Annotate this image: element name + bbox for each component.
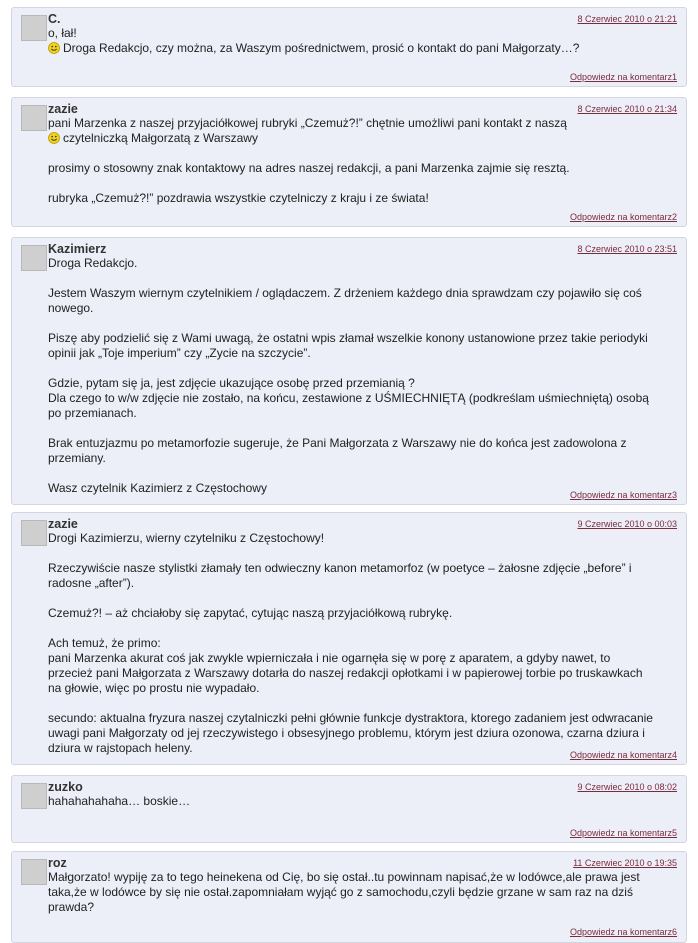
comment-body (48, 794, 658, 824)
comment-date-link[interactable]: 8 Czerwiec 2010 o 23:51 (577, 244, 677, 254)
comment-5 (11, 775, 687, 843)
reply-link[interactable]: Odpowiedz na komentarz4 (569, 750, 677, 760)
comment-body (48, 256, 658, 511)
comment-text: Brak entuzjazmu po metamorfozie sugeruje, że Pani Małgorzata z Warszawy nie do końca jest zadowolona z przemiany. (48, 436, 627, 465)
comment-author: zazie (48, 517, 78, 531)
comment-text: Ach temuż, że primo: (48, 636, 161, 650)
avatar (21, 520, 47, 546)
comment-text: o, łał! (48, 26, 77, 40)
comment-text: Gdzie, pytam się ja, jest zdjęcie ukazujące osobę przed przemianią ? (48, 376, 415, 390)
comment-6 (11, 851, 687, 943)
avatar (21, 105, 47, 131)
avatar (21, 783, 47, 809)
comment-text: hahahahahaha… boskie… (48, 794, 191, 808)
comment-body (48, 870, 658, 930)
comment-author: zuzko (48, 780, 83, 794)
reply-link[interactable]: Odpowiedz na komentarz6 (569, 927, 677, 937)
comment-date-link[interactable]: 9 Czerwiec 2010 o 08:02 (577, 782, 677, 792)
comment-text-line (48, 41, 658, 56)
comment-3 (11, 237, 687, 505)
smiley-icon (48, 132, 60, 144)
comment-date-link[interactable]: 11 Czerwiec 2010 o 19:35 (573, 858, 677, 868)
comment-4 (11, 512, 687, 765)
comment-text: Czemuż?! – aż chciałoby się zapytać, cytując naszą przyjaciółkową rubrykę. (48, 606, 453, 620)
comment-date-link[interactable]: 9 Czerwiec 2010 o 00:03 (577, 519, 677, 529)
smiley-icon (48, 42, 60, 54)
comment-author: roz (48, 856, 67, 870)
avatar (21, 245, 47, 271)
comment-text: prosimy o stosowny znak kontaktowy na adres naszej redakcji, a pani Marzenka zajmie się resztą. (48, 161, 570, 175)
comment-author: zazie (48, 102, 78, 116)
comment-text: pani Marzenka z naszej przyjaciółkowej rubryki „Czemuż?!” chętnie umożliwi pani kontakt z naszą (48, 116, 567, 130)
comment-2 (11, 97, 687, 227)
comment-1 (11, 7, 687, 87)
reply-link[interactable]: Odpowiedz na komentarz1 (569, 72, 677, 82)
comment-text: secundo: aktualna fryzura naszej czytalniczki pełni głównie funkcje dystraktora, ktorego zadaniem jest odwracanie uwagi pani Małgorzaty od jej rzeczywistego i obsesyjnego problemu, którym jest dziura ozonowa, czarna dziura i dziura w rajstopach heleny. (48, 711, 653, 755)
comment-author: Kazimierz (48, 242, 107, 256)
reply-link[interactable]: Odpowiedz na komentarz5 (569, 828, 677, 838)
comment-text: pani Marzenka akurat coś jak zwykle wpierniczała i nie ogarnęła się w porę z aparatem, a gdyby nawet, to przecież pani Małgorzata z Warszawy dotarła do naszej redakcji opłotkami i w papierowej torbie po truskawkach na głowie, więc po prostu nie wypadało. (48, 651, 643, 695)
comment-text: Droga Redakcjo, czy można, za Waszym pośrednictwem, prosić o kontakt do pani Małgorzaty…? (63, 41, 580, 55)
comment-text: Drogi Kazimierzu, wierny czytelniku z Częstochowy! (48, 531, 325, 545)
reply-link[interactable]: Odpowiedz na komentarz2 (569, 212, 677, 222)
comment-text: rubryka „Czemuż?!” pozdrawia wszystkie czytelniczy z kraju i ze świata! (48, 191, 429, 205)
comment-body (48, 26, 658, 56)
avatar (21, 15, 47, 41)
comment-text: Jestem Waszym wiernym czytelnikiem / oglądaczem. Z drżeniem każdego dnia sprawdzam czy pojawiło się coś nowego. (48, 286, 642, 315)
comment-text: Rzeczywiście nasze stylistki złamały ten odwieczny kanon metamorfoz (w poetyce – żałosne zdjęcie „before” i radosne „after”). (48, 561, 632, 590)
comment-date-link[interactable]: 8 Czerwiec 2010 o 21:21 (577, 14, 677, 24)
reply-link[interactable]: Odpowiedz na komentarz3 (569, 490, 677, 500)
comment-date-link[interactable]: 8 Czerwiec 2010 o 21:34 (577, 104, 677, 114)
comment-body (48, 116, 658, 221)
comment-body (48, 531, 658, 771)
avatar (21, 859, 47, 885)
comment-text: Małgorzato! wypiję za to tego heinekena od Cię, bo się ostał..tu powinnam napisać,że w lodówce,ale prawa jest taka,że w lodówce by się nie ostał.zapomniałam wyjąć go z samochodu,czyli będzie grzane w sam raz na dziś prawda? (48, 870, 640, 914)
comment-text: Droga Redakcjo. (48, 256, 138, 270)
comment-text: Wasz czytelnik Kazimierz z Częstochowy (48, 481, 267, 495)
comment-text: Piszę aby podzielić się z Wami uwagą, że ostatni wpis złamał wszelkie konony ustanowione przez takie periodyki opinii jak „Toje imperium” czy „Zycie na szczycie”. (48, 331, 648, 360)
comment-author: C. (48, 12, 61, 26)
comment-text: czytelniczką Małgorzatą z Warszawy (63, 131, 258, 145)
comment-text: Dla czego to w/w zdjęcie nie zostało, na końcu, zestawione z UŚMIECHNIĘTĄ (podkreślam uśmiechniętą) osobą po przemianach. (48, 391, 649, 420)
